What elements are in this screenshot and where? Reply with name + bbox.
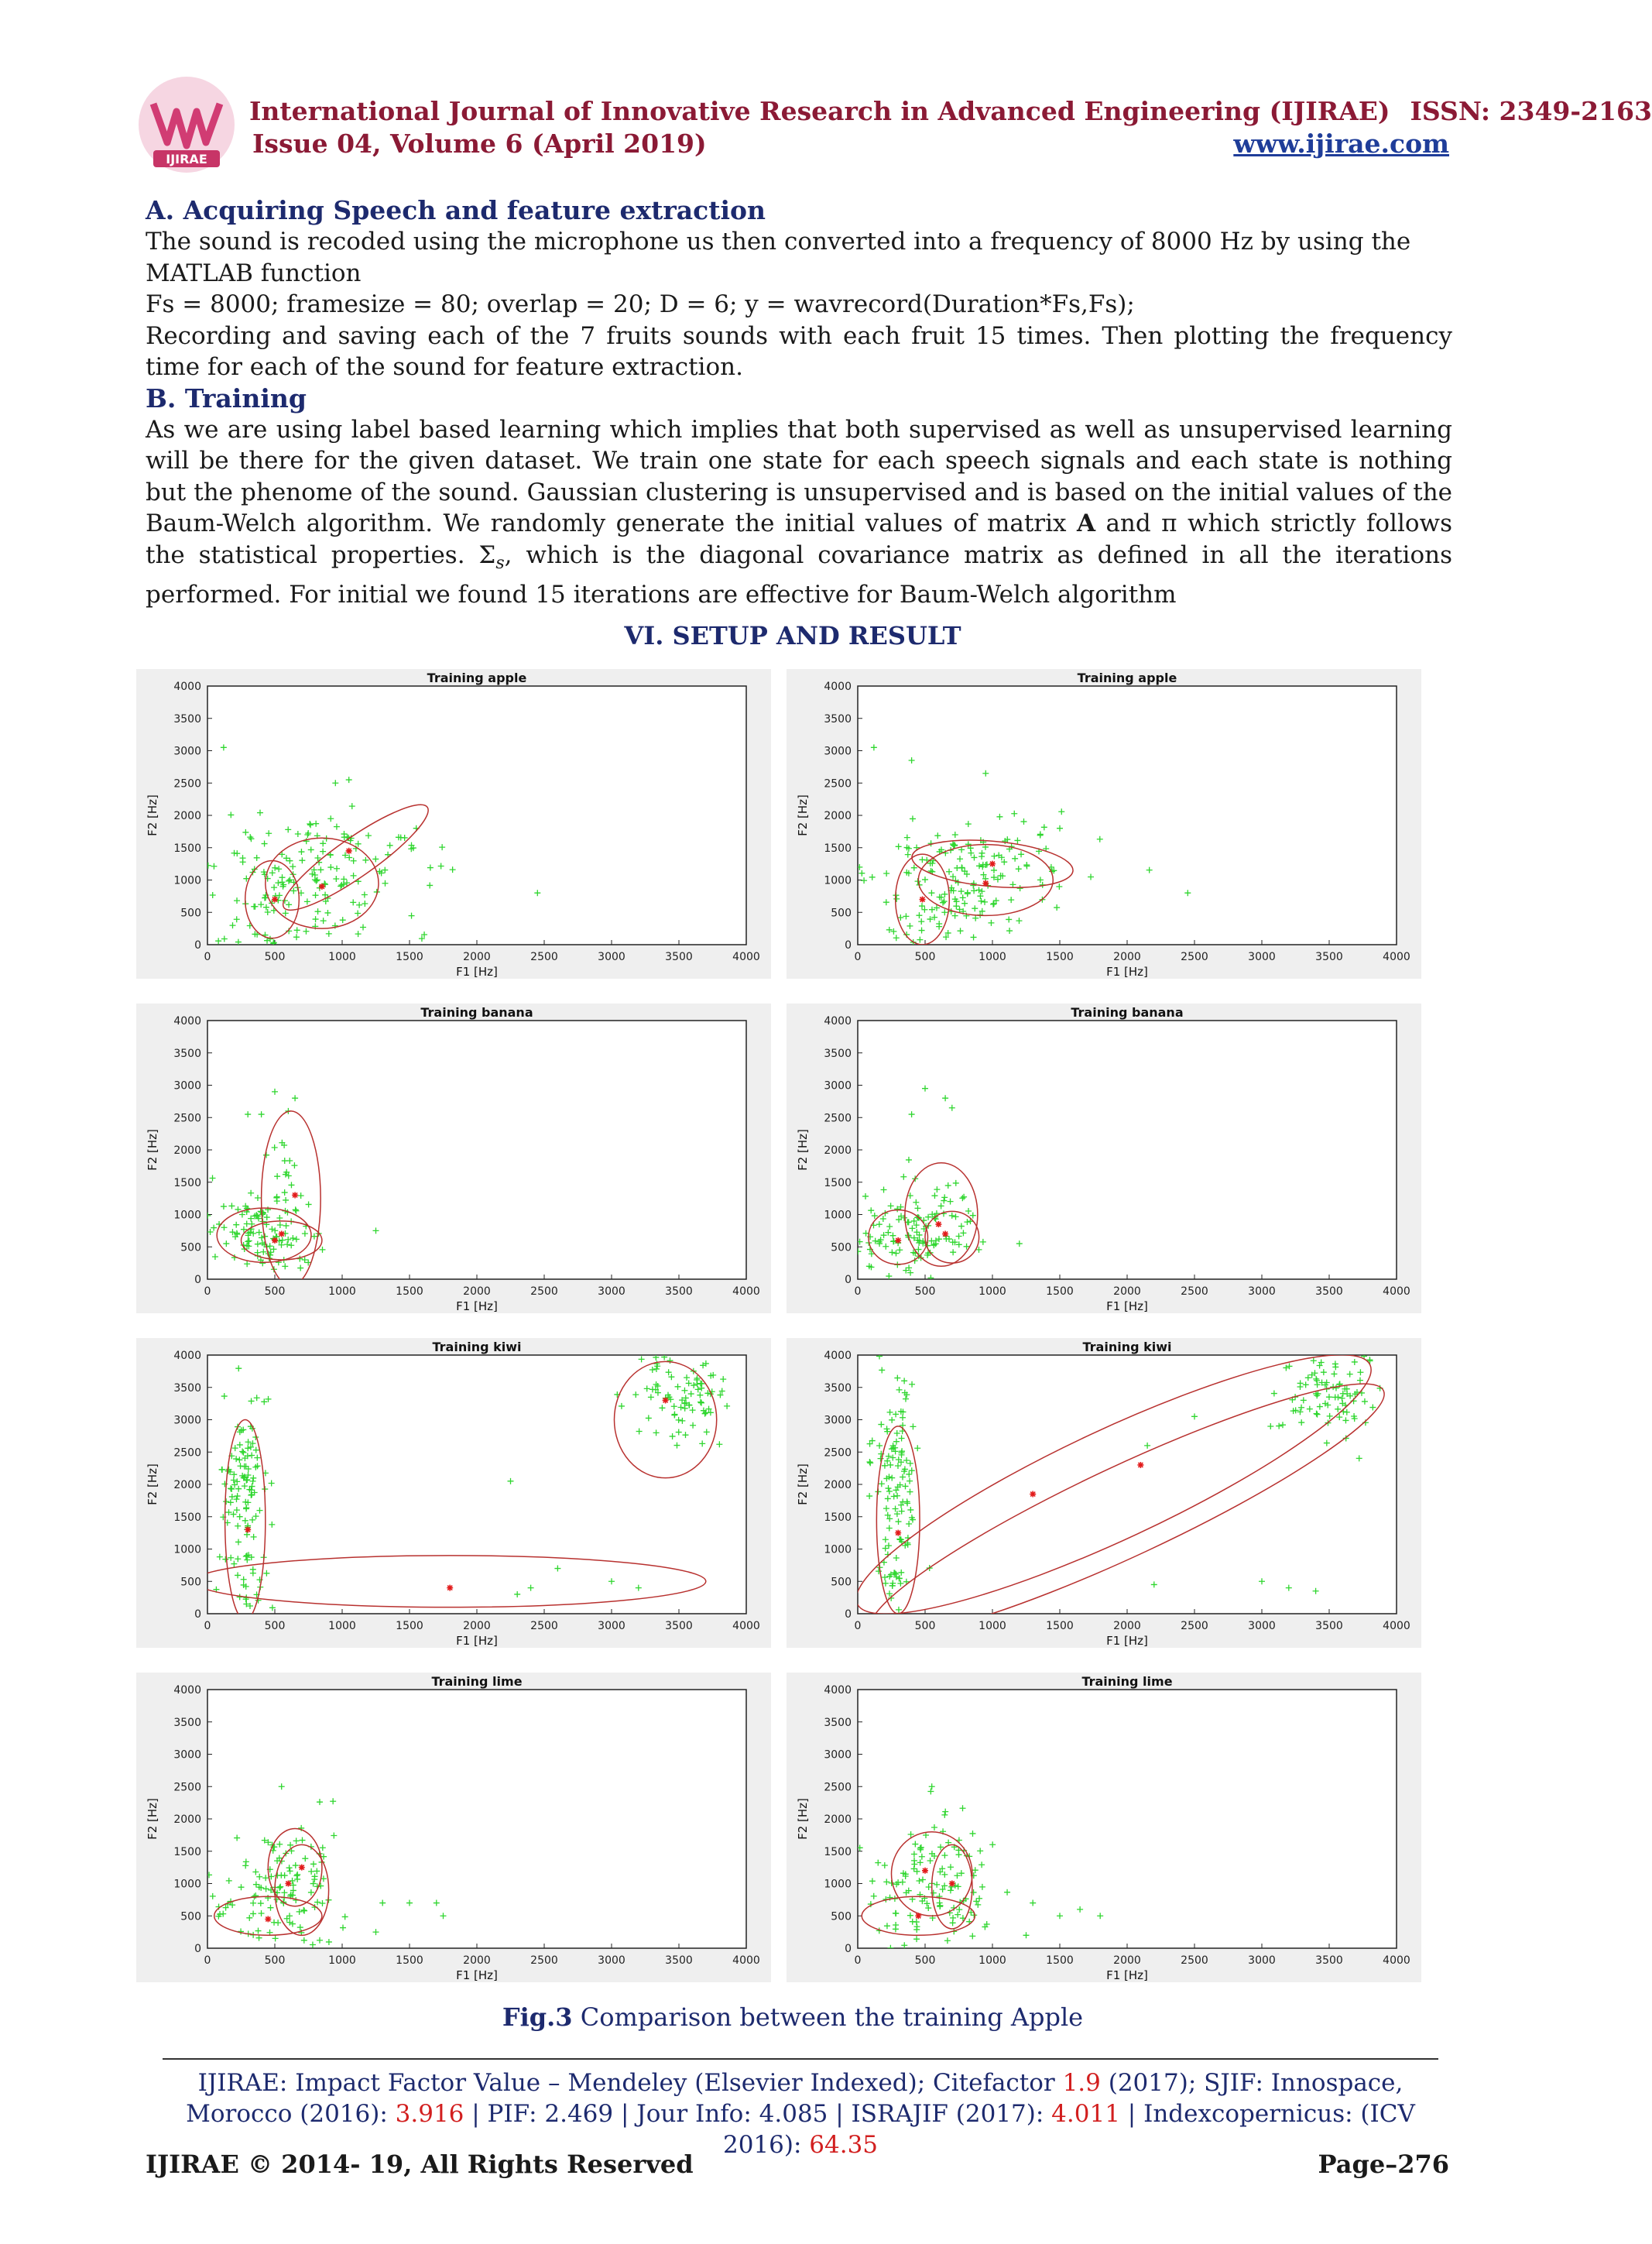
x-tick-label: 2500: [530, 1954, 558, 1967]
cluster-mean: [299, 1865, 305, 1871]
cluster-mean: [915, 1913, 921, 1919]
x-tick-label: 3000: [1248, 1620, 1276, 1632]
y-tick-label: 1000: [824, 1878, 852, 1891]
journal-name: International Journal of Innovative Research in Advanced Engineering (IJIRAE): [249, 96, 1390, 126]
y-tick-label: 3500: [824, 1381, 852, 1395]
y-tick-label: 500: [831, 1241, 852, 1254]
x-tick-label: 2000: [1113, 1620, 1141, 1632]
x-tick-label: 1500: [1046, 951, 1074, 963]
x-tick-label: 500: [914, 1285, 936, 1298]
y-tick-label: 500: [180, 1576, 201, 1589]
y-axis-label: F2 [Hz]: [796, 1463, 810, 1505]
y-tick-label: 0: [194, 1943, 201, 1955]
y-tick-label: 4000: [824, 1015, 852, 1028]
cluster-mean: [346, 848, 352, 854]
heading-training: B. Training: [146, 383, 307, 413]
chart-title: Training apple: [1077, 671, 1177, 685]
x-tick-label: 1000: [328, 1620, 356, 1632]
y-tick-label: 4000: [173, 1015, 201, 1028]
x-tick-label: 500: [264, 1954, 286, 1967]
x-tick-label: 4000: [1383, 1954, 1410, 1967]
y-tick-label: 2500: [173, 1112, 201, 1125]
x-tick-label: 2500: [1181, 1620, 1208, 1632]
cluster-mean: [292, 1192, 298, 1198]
x-tick-label: 1000: [979, 951, 1006, 963]
x-tick-label: 3500: [1315, 951, 1343, 963]
x-tick-label: 3500: [665, 951, 693, 963]
y-tick-label: 3500: [173, 1716, 201, 1729]
x-tick-label: 2500: [530, 1285, 558, 1298]
training-plot: [787, 1004, 1421, 1313]
cluster-mean: [895, 1530, 901, 1536]
x-tick-label: 2500: [530, 1620, 558, 1632]
y-tick-label: 3000: [173, 745, 201, 758]
cluster-mean: [935, 1221, 941, 1227]
y-tick-label: 1500: [824, 842, 852, 855]
y-tick-label: 2500: [824, 777, 852, 791]
chart-title: Training banana: [1071, 1005, 1184, 1020]
y-axis-label: F2 [Hz]: [146, 1798, 159, 1840]
x-tick-label: 2000: [463, 1620, 491, 1632]
paragraph: The sound is recoded using the microphone us then converted into a frequency of 8000 Hz by using the MATLAB function: [146, 228, 1411, 287]
y-tick-label: 2000: [824, 1813, 852, 1826]
x-tick-label: 3500: [665, 1285, 693, 1298]
y-tick-label: 3500: [824, 1047, 852, 1060]
x-tick-label: 3500: [1315, 1620, 1343, 1632]
x-axis-label: F1 [Hz]: [456, 965, 498, 979]
logo-text: IJIRAE: [166, 152, 207, 166]
footer-indexing: IJIRAE: Impact Factor Value – Mendeley (Elsevier Indexed); Citefactor 1.9 (2017); SJIF: Innospace, Morocco (2016): 3.916 | PIF: 2.469 | Jour Info: 4.085 | ISRAJIF (2017): 4.011 | Indexcopernicus: (ICV 2016): 64.35: [186, 2069, 1415, 2159]
x-tick-label: 1500: [1046, 1620, 1074, 1632]
training-plot: [136, 1673, 771, 1982]
x-tick-label: 500: [264, 1285, 286, 1298]
cluster-mean: [272, 897, 278, 903]
cluster-mean: [319, 884, 325, 890]
x-tick-label: 4000: [732, 1954, 760, 1967]
plot-area: [207, 1355, 746, 1614]
training-plot: [136, 669, 771, 979]
x-tick-label: 1500: [396, 951, 423, 963]
y-tick-label: 2000: [173, 1144, 201, 1157]
paragraph: Recording and saving each of the 7 fruits sounds with each fruit 15 times. Then plotting the frequency time for each of the sound for feature extraction.: [146, 321, 1452, 381]
cluster-mean: [272, 1237, 278, 1244]
x-tick-label: 2000: [1113, 1954, 1141, 1967]
scatter-chart: [136, 669, 771, 979]
y-tick-label: 3000: [173, 1079, 201, 1093]
x-tick-label: 2000: [463, 951, 491, 963]
ijirae-logo: [136, 74, 237, 175]
chart-title: Training apple: [427, 671, 527, 685]
x-tick-label: 4000: [732, 1285, 760, 1298]
y-tick-label: 0: [194, 1608, 201, 1621]
cluster-mean: [982, 880, 989, 887]
x-tick-label: 3000: [1248, 1954, 1276, 1967]
y-tick-label: 1500: [824, 1176, 852, 1189]
website-link[interactable]: www.ijirae.com: [1233, 129, 1449, 159]
y-axis-label: F2 [Hz]: [146, 794, 159, 836]
y-tick-label: 500: [831, 907, 852, 920]
x-tick-label: 1000: [979, 1620, 1006, 1632]
y-tick-label: 2000: [173, 1813, 201, 1826]
y-tick-label: 500: [831, 1910, 852, 1923]
heading-acquiring-speech: A. Acquiring Speech and feature extraction: [146, 195, 766, 225]
y-tick-label: 1000: [824, 874, 852, 887]
journal-title: [249, 96, 1652, 126]
x-tick-label: 2500: [1181, 951, 1208, 963]
scatter-chart: [136, 1338, 771, 1648]
y-tick-label: 4000: [173, 681, 201, 693]
x-tick-label: 3000: [598, 951, 625, 963]
y-tick-label: 2500: [173, 1781, 201, 1794]
paragraph-training: As we are using label based learning which implies that both supervised as well as unsupervised learning will be there for the given dataset. We train one state for each speech signals and each state is nothing but the phenome of the sound. Gaussian clustering is unsupervised and is based on the initial values of the Baum-Welch algorithm. We randomly generate the initial values of matrix A and π which strictly follows the statistical properties. $\Sigma_s$, which is the diagonal covariance matrix as defined in all the iterations performed. For initial we found 15 iterations are effective for Baum-Welch algorithm: [146, 415, 1452, 609]
x-tick-label: 0: [204, 1620, 211, 1632]
cluster-mean: [922, 1868, 928, 1874]
figure-3: [136, 669, 1421, 1985]
x-tick-label: 1500: [396, 1954, 423, 1967]
y-tick-label: 2000: [824, 1144, 852, 1157]
cluster-mean: [949, 1881, 955, 1887]
y-tick-label: 4000: [824, 1350, 852, 1362]
x-tick-label: 2500: [1181, 1285, 1208, 1298]
x-tick-label: 3500: [665, 1620, 693, 1632]
y-tick-label: 0: [194, 939, 201, 952]
x-tick-label: 500: [914, 1954, 936, 1967]
footer-divider: [163, 2058, 1438, 2060]
training-plot: [136, 1338, 771, 1648]
y-tick-label: 1000: [824, 1209, 852, 1222]
y-tick-label: 3500: [173, 712, 201, 726]
x-tick-label: 1000: [979, 1285, 1006, 1298]
training-plot: [787, 669, 1421, 979]
x-tick-label: 2000: [463, 1954, 491, 1967]
y-tick-label: 4000: [173, 1350, 201, 1362]
x-tick-label: 500: [914, 951, 936, 963]
x-tick-label: 0: [854, 1954, 862, 1967]
y-tick-label: 2500: [173, 1446, 201, 1460]
y-tick-label: 500: [180, 907, 201, 920]
x-tick-label: 1000: [328, 1954, 356, 1967]
y-tick-label: 500: [831, 1576, 852, 1589]
x-tick-label: 2000: [1113, 1285, 1141, 1298]
x-tick-label: 3000: [1248, 951, 1276, 963]
y-tick-label: 3000: [824, 1748, 852, 1762]
x-tick-label: 500: [914, 1620, 936, 1632]
cluster-mean: [989, 861, 996, 867]
y-tick-label: 3000: [824, 1414, 852, 1427]
y-tick-label: 4000: [824, 1684, 852, 1697]
x-tick-label: 3500: [1315, 1954, 1343, 1967]
x-tick-label: 4000: [732, 951, 760, 963]
y-tick-label: 1000: [173, 1209, 201, 1222]
y-tick-label: 2000: [173, 810, 201, 822]
issn: ISSN: 2349-2163: [1410, 96, 1652, 126]
figure-caption: Fig.3 Comparison between the training Apple: [502, 2002, 1084, 2032]
y-tick-label: 1500: [824, 1845, 852, 1858]
y-tick-label: 1500: [824, 1511, 852, 1524]
x-axis-label: F1 [Hz]: [1106, 1634, 1148, 1648]
cluster-mean: [942, 1231, 948, 1237]
code-line: Fs = 8000; framesize = 80; overlap = 20; D = 6; y = wavrecord(Duration*Fs,Fs);: [146, 290, 1135, 318]
y-tick-label: 2000: [824, 810, 852, 822]
x-tick-label: 2500: [1181, 1954, 1208, 1967]
y-tick-label: 3500: [173, 1381, 201, 1395]
x-tick-label: 1500: [1046, 1285, 1074, 1298]
issue-info: Issue 04, Volume 6 (April 2019): [252, 129, 707, 159]
x-tick-label: 0: [854, 1285, 862, 1298]
scatter-chart: [787, 669, 1421, 979]
x-tick-label: 3000: [598, 1954, 625, 1967]
chart-title: Training lime: [1081, 1674, 1173, 1689]
x-tick-label: 4000: [1383, 1285, 1410, 1298]
y-tick-label: 3000: [824, 745, 852, 758]
x-tick-label: 2500: [530, 951, 558, 963]
y-tick-label: 3000: [173, 1414, 201, 1427]
x-tick-label: 3500: [1315, 1285, 1343, 1298]
y-axis-label: F2 [Hz]: [796, 1129, 810, 1171]
copyright: IJIRAE © 2014- 19, All Rights Reserved: [146, 2150, 694, 2179]
y-tick-label: 2500: [824, 1781, 852, 1794]
training-plot: [787, 1338, 1421, 1648]
y-tick-label: 4000: [173, 1684, 201, 1697]
y-tick-label: 1000: [824, 1543, 852, 1556]
cluster-mean: [663, 1397, 669, 1403]
x-tick-label: 1000: [979, 1954, 1006, 1967]
scatter-chart: [136, 1004, 771, 1313]
x-tick-label: 1500: [1046, 1954, 1074, 1967]
x-tick-label: 1000: [328, 1285, 356, 1298]
y-tick-label: 2000: [824, 1479, 852, 1491]
y-tick-label: 1500: [173, 1176, 201, 1189]
plot-area: [858, 1690, 1397, 1948]
y-tick-label: 1500: [173, 1511, 201, 1524]
x-tick-label: 3000: [598, 1620, 625, 1632]
y-axis-label: F2 [Hz]: [796, 794, 810, 836]
x-tick-label: 1000: [328, 951, 356, 963]
y-tick-label: 3500: [173, 1047, 201, 1060]
cluster-mean: [285, 1881, 291, 1887]
x-tick-label: 4000: [732, 1620, 760, 1632]
y-axis-label: F2 [Hz]: [146, 1129, 159, 1171]
x-tick-label: 1500: [396, 1620, 423, 1632]
x-tick-label: 3000: [598, 1285, 625, 1298]
y-tick-label: 3000: [824, 1079, 852, 1093]
x-tick-label: 0: [204, 1285, 211, 1298]
y-tick-label: 0: [194, 1274, 201, 1286]
chart-title: Training kiwi: [1082, 1340, 1172, 1354]
scatter-chart: [787, 1338, 1421, 1648]
y-tick-label: 2500: [824, 1446, 852, 1460]
x-tick-label: 0: [204, 1954, 211, 1967]
x-axis-label: F1 [Hz]: [456, 1634, 498, 1648]
plot-area: [207, 1690, 746, 1948]
y-tick-label: 4000: [824, 681, 852, 693]
y-tick-label: 0: [845, 939, 852, 952]
chart-title: Training lime: [431, 1674, 523, 1689]
training-plot: [136, 1004, 771, 1313]
scatter-chart: [136, 1673, 771, 1982]
x-tick-label: 3500: [665, 1954, 693, 1967]
x-tick-label: 4000: [1383, 1620, 1410, 1632]
y-tick-label: 1000: [173, 1543, 201, 1556]
section-title: VI. SETUP AND RESULT: [624, 621, 961, 650]
y-tick-label: 1000: [173, 874, 201, 887]
y-tick-label: 3000: [173, 1748, 201, 1762]
y-tick-label: 0: [845, 1274, 852, 1286]
y-tick-label: 1000: [173, 1878, 201, 1891]
y-tick-label: 3500: [824, 1716, 852, 1729]
cluster-mean: [245, 1526, 251, 1532]
cluster-mean: [920, 897, 926, 903]
cluster-mean: [895, 1237, 901, 1244]
scatter-chart: [787, 1673, 1421, 1982]
y-tick-label: 2000: [173, 1479, 201, 1491]
x-tick-label: 500: [264, 1620, 286, 1632]
x-axis-label: F1 [Hz]: [1106, 965, 1148, 979]
cluster-mean: [279, 1231, 285, 1237]
y-tick-label: 500: [180, 1910, 201, 1923]
x-tick-label: 2000: [1113, 951, 1141, 963]
chart-title: Training banana: [420, 1005, 533, 1020]
cluster-mean: [1137, 1462, 1143, 1468]
y-tick-label: 1500: [173, 1845, 201, 1858]
cluster-mean: [265, 1916, 271, 1922]
x-tick-label: 0: [854, 951, 862, 963]
x-tick-label: 4000: [1383, 951, 1410, 963]
y-tick-label: 1500: [173, 842, 201, 855]
y-tick-label: 500: [180, 1241, 201, 1254]
training-plot: [787, 1673, 1421, 1982]
x-tick-label: 3000: [1248, 1285, 1276, 1298]
page-header: [136, 74, 1652, 167]
x-axis-label: F1 [Hz]: [456, 1968, 498, 1982]
cluster-mean: [1030, 1491, 1036, 1498]
cluster-mean: [447, 1585, 453, 1591]
x-tick-label: 0: [854, 1620, 862, 1632]
y-tick-label: 3500: [824, 712, 852, 726]
chart-title: Training kiwi: [432, 1340, 522, 1354]
y-tick-label: 2500: [173, 777, 201, 791]
y-tick-label: 0: [845, 1943, 852, 1955]
x-tick-label: 1500: [396, 1285, 423, 1298]
y-axis-label: F2 [Hz]: [796, 1798, 810, 1840]
plot-area: [207, 686, 746, 945]
y-tick-label: 0: [845, 1608, 852, 1621]
x-tick-label: 0: [204, 951, 211, 963]
section-text: [146, 195, 1452, 611]
scatter-chart: [787, 1004, 1421, 1313]
x-axis-label: F1 [Hz]: [1106, 1968, 1148, 1982]
page-number: Page–276: [1318, 2150, 1449, 2179]
y-tick-label: 2500: [824, 1112, 852, 1125]
x-axis-label: F1 [Hz]: [456, 1299, 498, 1313]
y-axis-label: F2 [Hz]: [146, 1463, 159, 1505]
x-axis-label: F1 [Hz]: [1106, 1299, 1148, 1313]
x-tick-label: 500: [264, 951, 286, 963]
x-tick-label: 2000: [463, 1285, 491, 1298]
